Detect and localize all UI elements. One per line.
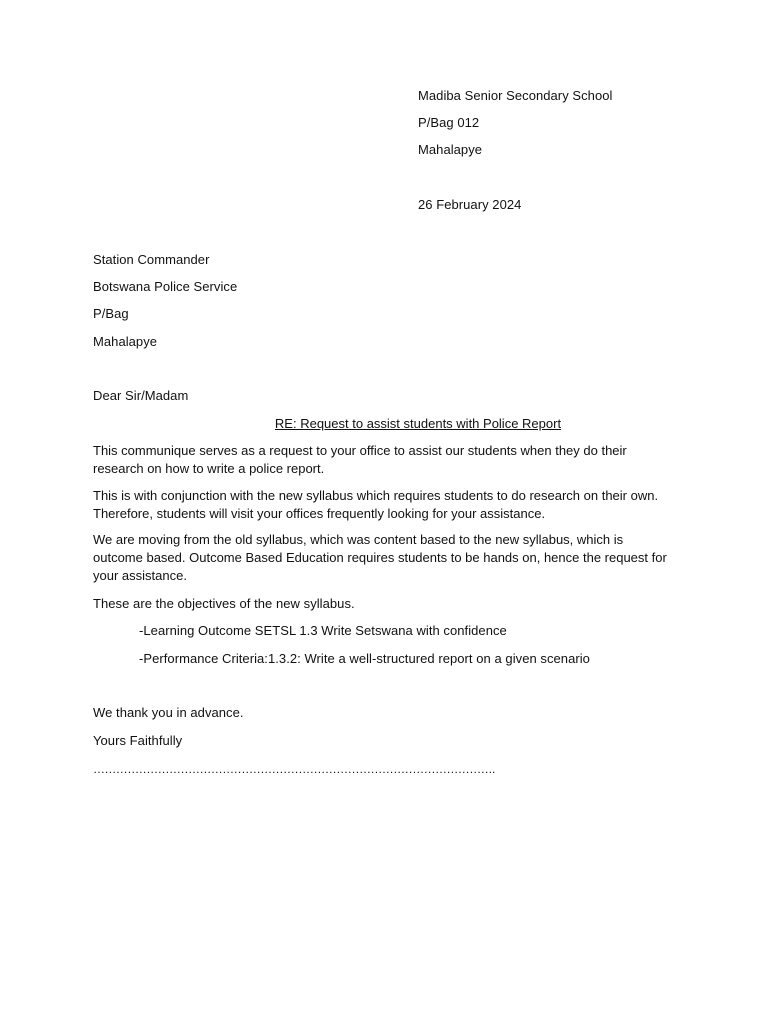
sender-school: Madiba Senior Secondary School [418, 88, 613, 103]
closing-signoff: Yours Faithfully [93, 733, 183, 748]
body-paragraph-2: This is with conjunction with the new syllabus which requires students to do research on their own. Therefore, students will visit your offices frequently looking for your assistance. [93, 488, 659, 521]
closing-thanks: We thank you in advance. [93, 705, 244, 720]
sender-bag: P/Bag 012 [418, 115, 480, 130]
letter-date: 26 February 2024 [418, 197, 522, 212]
sender-town: Mahalapye [418, 142, 483, 157]
body-paragraph-3: We are moving from the old syllabus, which was content based to the new syllabus, which is outcome based. Outcome Based Education requires students to be hands on, hence the request for your assistance. [93, 532, 667, 583]
recipient-bag: P/Bag [93, 306, 129, 321]
subject-line: RE: Request to assist students with Police Report [274, 416, 562, 431]
body-paragraph-1: This communique serves as a request to your office to assist our students when they do their research on how to write a police report. [93, 443, 627, 476]
recipient-title: Station Commander [93, 252, 210, 267]
body-paragraph-4: These are the objectives of the new syllabus. [93, 596, 355, 611]
recipient-town: Mahalapye [93, 334, 158, 349]
signature-line: ……………………………………………………………………………………………. [93, 762, 495, 776]
salutation: Dear Sir/Madam [93, 388, 189, 403]
objective-item: -Performance Criteria:1.3.2: Write a well-structured report on a given scenario [139, 651, 590, 666]
objective-item: -Learning Outcome SETSL 1.3 Write Setswana with confidence [139, 623, 507, 638]
recipient-organization: Botswana Police Service [93, 279, 238, 294]
